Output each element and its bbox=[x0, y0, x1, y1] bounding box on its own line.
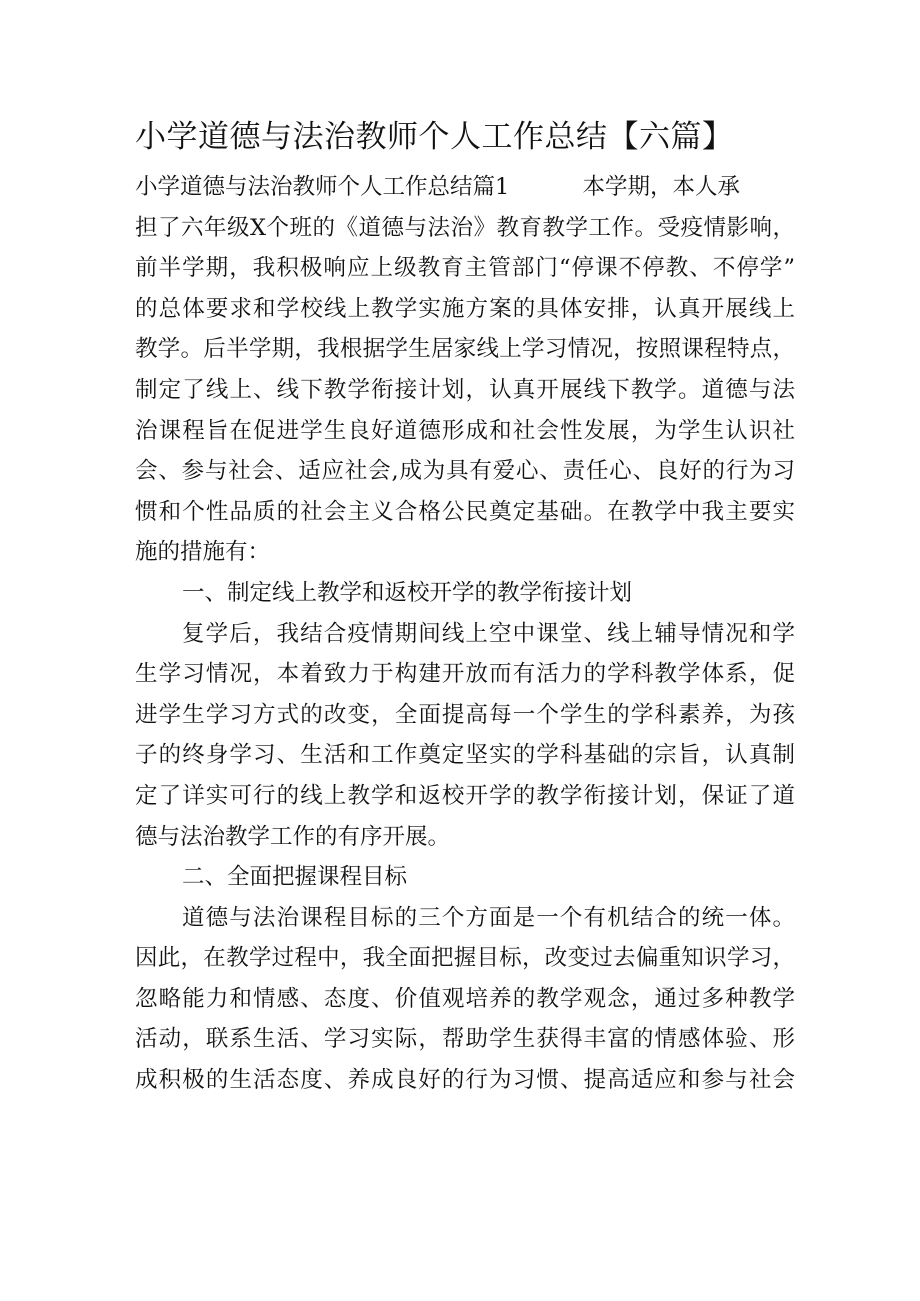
paragraph-line: 的总体要求和学校线上教学实施方案的具体安排，认真开展线上 bbox=[135, 295, 795, 322]
paragraph-line: 道德与法治课程目标的三个方面是一个有机结合的统一体。 bbox=[182, 904, 795, 931]
paragraph-line: 担了六年级X个班的《道德与法治》教育教学工作。受疫情影响， bbox=[135, 214, 795, 241]
document-body bbox=[135, 167, 795, 1101]
paragraph-line: 进学生学习方式的改变，全面提高每一个学生的学科素养，为孩 bbox=[135, 701, 795, 728]
paragraph-line: 生学习情况，本着致力于构建开放而有活力的学科教学体系，促 bbox=[135, 661, 795, 688]
paragraph-line: 定了详实可行的线上教学和返校开学的教学衔接计划，保证了道 bbox=[135, 782, 795, 809]
paragraph-line: 忽略能力和情感、态度、价值观培养的教学观念，通过多种教学 bbox=[135, 985, 795, 1012]
paragraph-line: 施的措施有： bbox=[135, 539, 271, 566]
document-title: 小学道德与法治教师个人工作总结【六篇】 bbox=[135, 119, 734, 155]
paragraph-line: 德与法治教学工作的有序开展。 bbox=[135, 823, 451, 850]
paragraph-line: 复学后，我结合疫情期间线上空中课堂、线上辅导情况和学 bbox=[182, 620, 795, 647]
paragraph-line: 因此，在教学过程中，我全面把握目标，改变过去偏重知识学习， bbox=[135, 945, 795, 972]
subtitle-left: 小学道德与法治教师个人工作总结篇1 bbox=[135, 174, 510, 200]
paragraph-line: 活动，联系生活、学习实际，帮助学生获得丰富的情感体验、形 bbox=[135, 1026, 795, 1053]
paragraph-line: 子的终身学习、生活和工作奠定坚实的学科基础的宗旨，认真制 bbox=[135, 742, 795, 769]
paragraph-line: 前半学期，我积极响应上级教育主管部门“停课不停教、不停学” bbox=[135, 255, 795, 282]
section-heading: 二、全面把握课程目标 bbox=[182, 864, 408, 891]
subtitle-line bbox=[135, 167, 740, 208]
paragraph-line: 治课程旨在促进学生良好道德形成和社会性发展，为学生认识社 bbox=[135, 417, 795, 444]
paragraph-line: 制定了线上、线下教学衔接计划，认真开展线下教学。道德与法 bbox=[135, 376, 795, 403]
subtitle-right: 本学期，本人承 bbox=[582, 174, 740, 200]
paragraph-line: 教学。后半学期，我根据学生居家线上学习情况，按照课程特点， bbox=[135, 336, 795, 363]
paragraph-line: 成积极的生活态度、养成良好的行为习惯、提高适应和参与社会 bbox=[135, 1067, 795, 1094]
paragraph-line: 惯和个性品质的社会主义合格公民奠定基础。在教学中我主要实 bbox=[135, 498, 795, 525]
paragraph-line: 会、参与社会、适应社会,成为具有爱心、责任心、良好的行为习 bbox=[135, 458, 795, 485]
section-heading: 一、制定线上教学和返校开学的教学衔接计划 bbox=[182, 579, 633, 606]
